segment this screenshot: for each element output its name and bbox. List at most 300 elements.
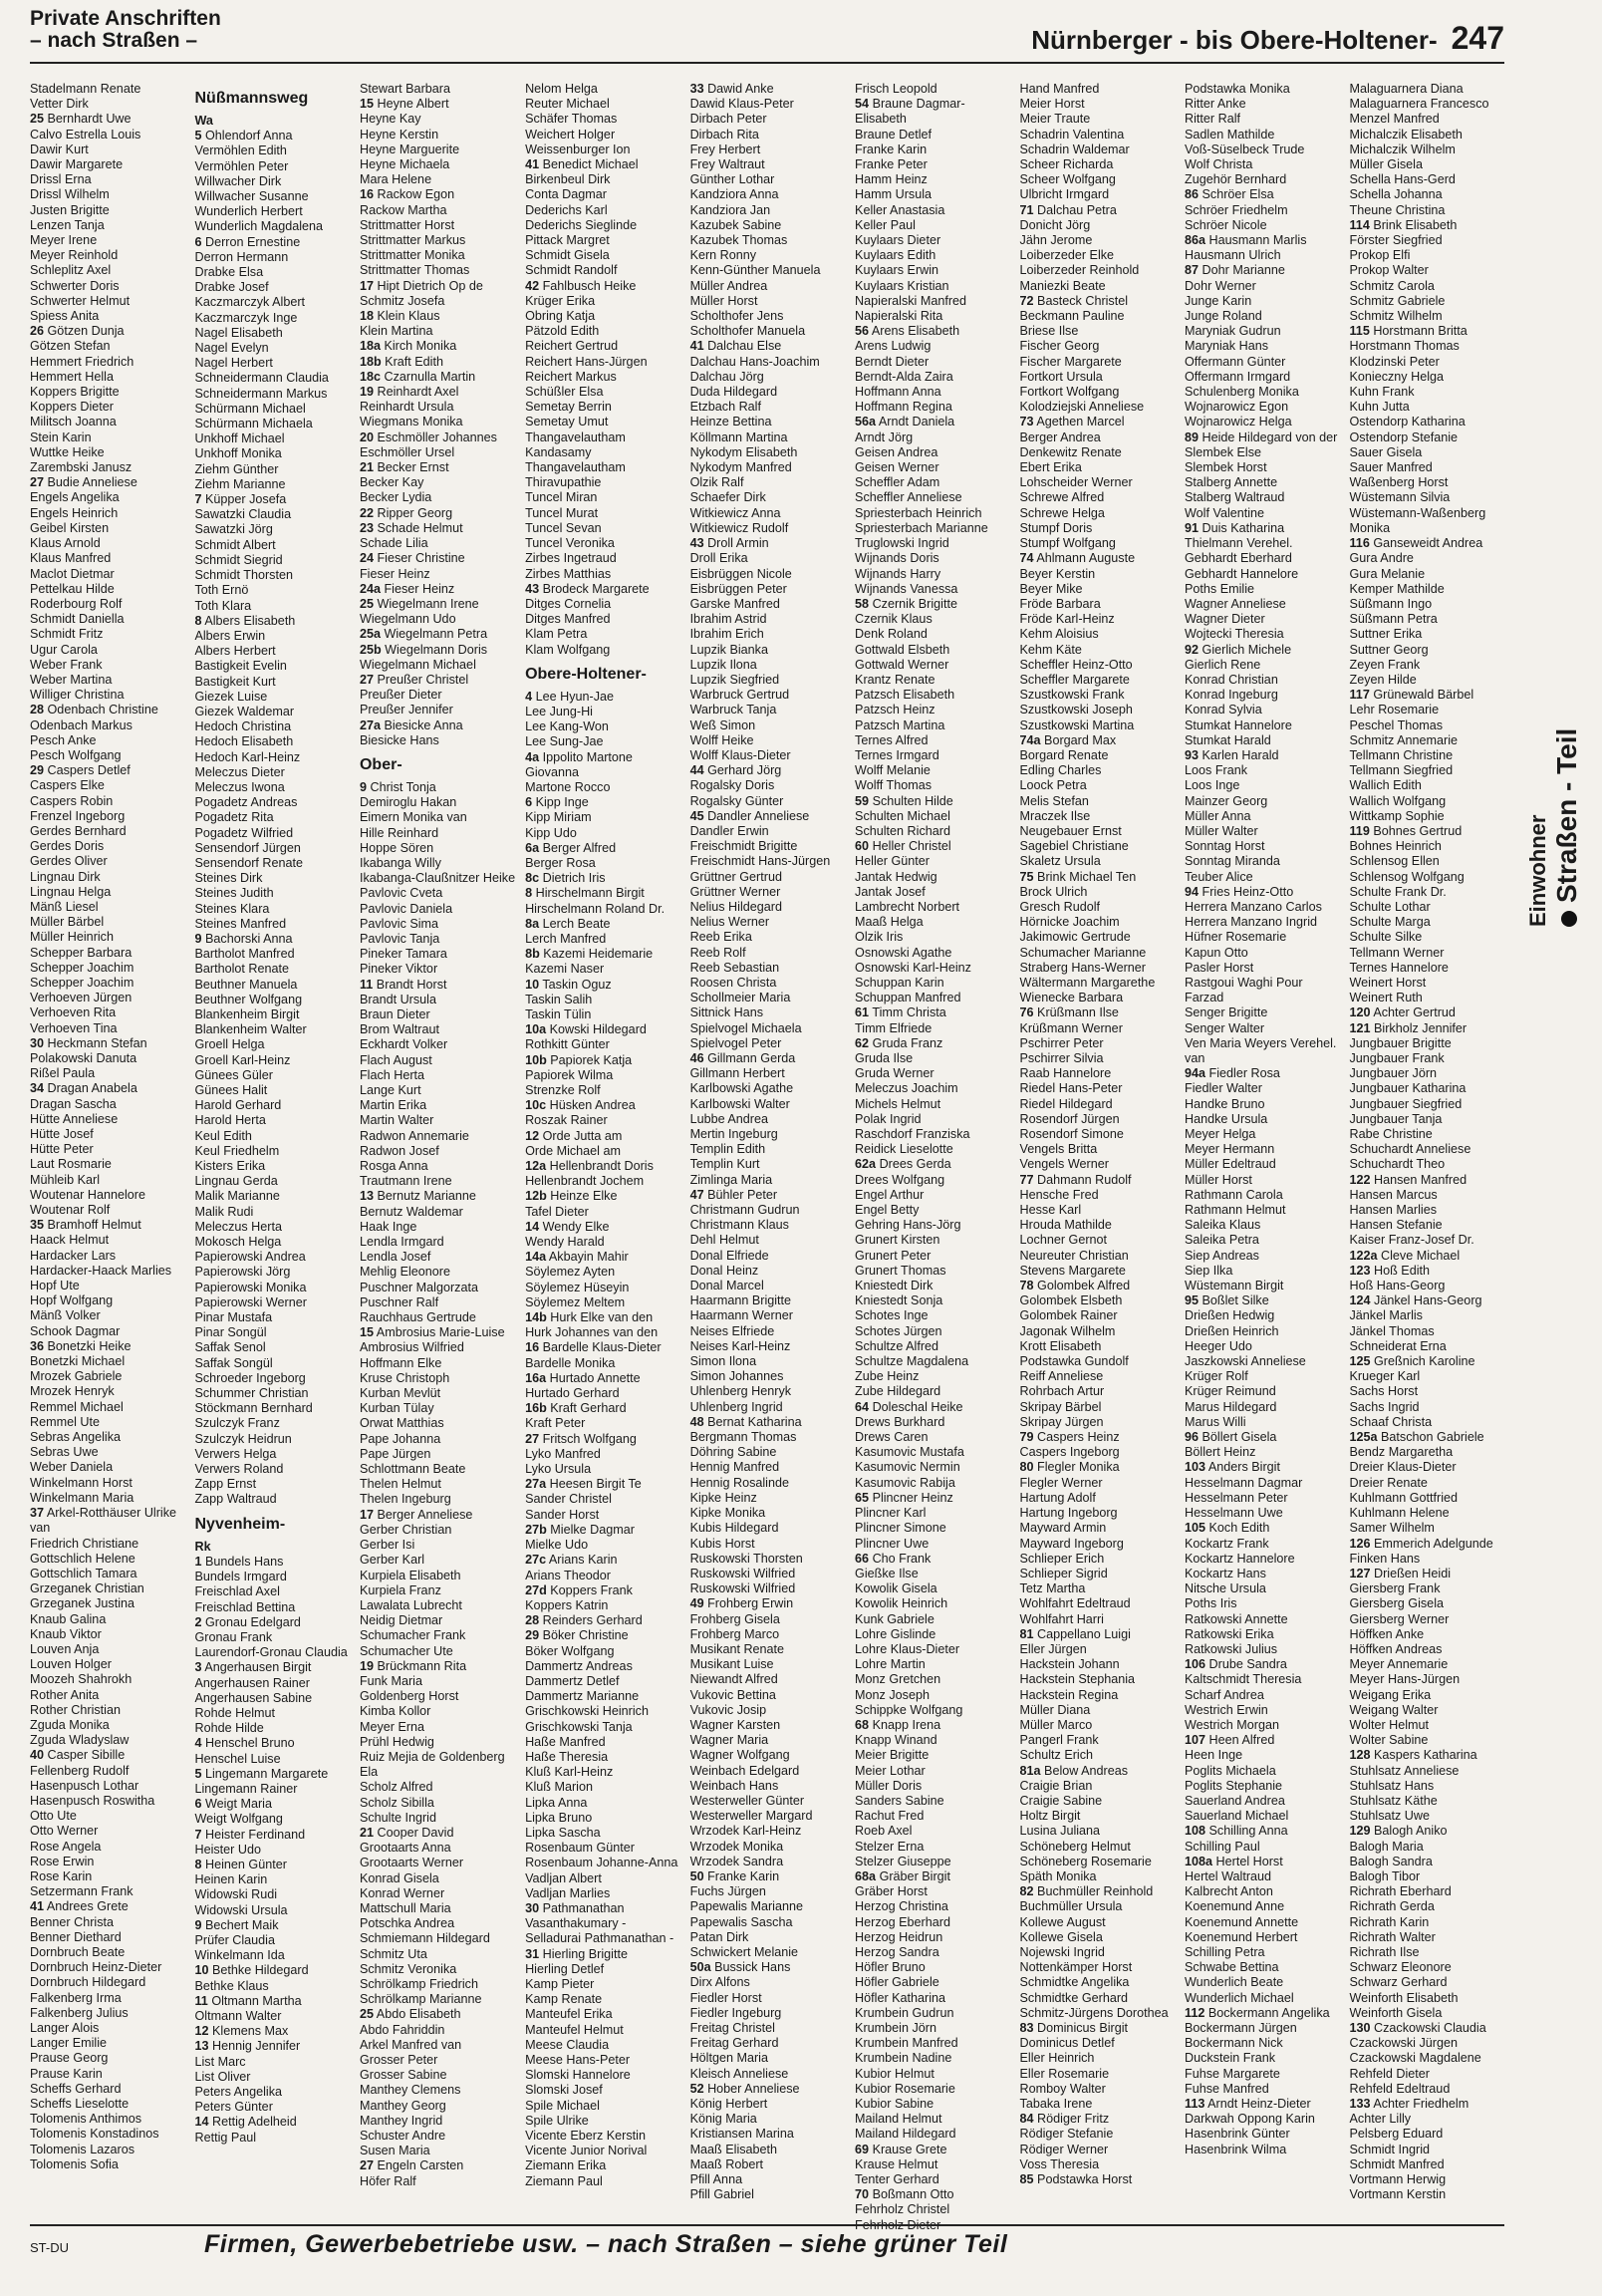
- resident-name: Casper Sibille: [47, 1748, 126, 1763]
- resident-entry: [855, 2006, 1009, 2021]
- resident-entry: [525, 1613, 679, 1628]
- resident-name: Bachorski Anna: [205, 931, 293, 946]
- resident-name: Offermann Günter: [1185, 354, 1286, 369]
- resident-name: Taskin Oguz: [542, 977, 612, 992]
- resident-name: Manteufel Helmut: [525, 2022, 624, 2037]
- resident-name: Gehring Hans-Jörg: [855, 1218, 961, 1233]
- resident-entry: [194, 841, 349, 856]
- resident-entry: [30, 263, 184, 278]
- resident-entry: [1020, 778, 1175, 793]
- resident-name: Schilling Paul: [1185, 1839, 1260, 1854]
- resident-entry: [194, 902, 349, 917]
- resident-entry: [855, 597, 1009, 612]
- resident-entry: [360, 324, 515, 339]
- resident-name: Höfer Ralf: [359, 2173, 416, 2188]
- resident-entry: [690, 1506, 845, 1521]
- resident-name: Dahmann Rudolf: [1037, 1172, 1132, 1187]
- resident-name: Mraczek Ilse: [1019, 808, 1091, 823]
- resident-name: Berndt-Alda Zaira: [855, 369, 953, 384]
- house-number: 121: [1349, 1020, 1371, 1035]
- resident-name: Wiegelmann Michael: [359, 657, 476, 672]
- resident-name: Templin Kurt: [689, 1157, 760, 1172]
- house-number: 27: [30, 475, 45, 490]
- house-number: 72: [1019, 293, 1034, 308]
- resident-entry: [690, 187, 845, 202]
- resident-entry: [1350, 82, 1505, 97]
- resident-name: Schulte Marga: [1349, 915, 1431, 930]
- resident-name: Timm Elfriede: [855, 1020, 933, 1035]
- resident-entry: [360, 856, 515, 871]
- resident-name: Pavlovic Tanja: [359, 931, 440, 946]
- resident-name: Schlensog Ellen: [1349, 854, 1440, 869]
- resident-entry: [30, 430, 184, 445]
- resident-entry: [1185, 1476, 1339, 1491]
- resident-entry: [1185, 1112, 1339, 1127]
- resident-name: Berger Alfred: [542, 840, 617, 855]
- resident-entry: [30, 1036, 184, 1051]
- resident-entry: [30, 1672, 184, 1687]
- resident-name: Kuylaars Erwin: [855, 263, 939, 278]
- resident-entry: [855, 1672, 1009, 1687]
- resident-entry: [525, 1977, 679, 1992]
- resident-name: Meleczus Joachim: [855, 1081, 958, 1096]
- resident-entry: [1185, 1021, 1339, 1036]
- resident-name: Mrozek Henryk: [30, 1384, 115, 1399]
- resident-entry: [1185, 1293, 1339, 1308]
- resident-name: Schüßler Elsa: [525, 385, 604, 400]
- resident-name: Heen Alfred: [1208, 1733, 1275, 1748]
- house-number: 43: [689, 536, 704, 551]
- resident-entry: [1350, 1384, 1505, 1399]
- resident-name: Becker Ernst: [377, 460, 449, 475]
- resident-entry: [1020, 490, 1175, 505]
- resident-entry: [1020, 2143, 1175, 2157]
- resident-entry: [30, 1657, 184, 1672]
- resident-entry: [1185, 1703, 1339, 1718]
- resident-entry: [855, 355, 1009, 370]
- resident-entry: [1350, 1672, 1505, 1687]
- resident-name: Raab Hannelore: [1019, 1066, 1112, 1081]
- resident-name: Freischmidt Brigitte: [689, 839, 798, 854]
- resident-entry: [30, 1339, 184, 1354]
- resident-name: Kurban Tülay: [359, 1401, 434, 1416]
- resident-entry: [1020, 2021, 1175, 2036]
- resident-name: Uhlenberg Ingrid: [689, 1399, 783, 1414]
- resident-name: Caspers Ingeborg: [1019, 1445, 1120, 1460]
- resident-name: Hertel Waltraud: [1185, 1868, 1272, 1883]
- resident-name: Becker Lydia: [359, 490, 432, 505]
- resident-entry: [1020, 961, 1175, 976]
- house-number: 20: [359, 430, 374, 444]
- resident-name: Schuppan Manfred: [855, 991, 961, 1005]
- resident-name: Scheffler Anneliese: [855, 490, 962, 505]
- resident-entry: [855, 854, 1009, 869]
- resident-entry: [1185, 1960, 1339, 1975]
- resident-name: Kapun Otto: [1185, 945, 1248, 960]
- resident-name: Wohlfahrt Edeltraud: [1019, 1596, 1131, 1611]
- resident-entry: [690, 703, 845, 718]
- resident-entry: [194, 1887, 349, 1902]
- resident-entry: [1350, 1945, 1505, 1960]
- resident-name: Plincner Karl: [855, 1506, 927, 1521]
- resident-entry: [194, 1205, 349, 1220]
- resident-name: Günees Güler: [194, 1067, 273, 1082]
- resident-name: Spile Michael: [525, 2098, 600, 2113]
- resident-name: Hamm Ursula: [855, 187, 933, 202]
- resident-name: Lupzik Ilona: [689, 657, 757, 672]
- resident-name: Haarmann Werner: [689, 1308, 793, 1323]
- resident-entry: [360, 718, 515, 733]
- resident-name: Schmitz Gabriele: [1349, 293, 1446, 308]
- resident-name: Gerber Isi: [359, 1538, 415, 1553]
- resident-entry: [525, 1598, 679, 1613]
- resident-name: Hurk Johannes van den: [525, 1325, 659, 1340]
- resident-entry: [1350, 567, 1505, 582]
- resident-entry: [1185, 1005, 1339, 1020]
- resident-name: Kipp Udo: [525, 825, 577, 840]
- street-heading: Nüßmannsweg: [194, 90, 309, 107]
- resident-entry: [1185, 445, 1339, 460]
- resident-name: Orde Michael am: [525, 1143, 621, 1158]
- resident-name: Riedel Hans-Peter: [1019, 1081, 1123, 1096]
- resident-entry: [30, 1991, 184, 2006]
- resident-entry: [194, 1492, 349, 1507]
- resident-entry: [690, 1127, 845, 1142]
- resident-entry: [525, 1569, 679, 1583]
- resident-entry: [855, 1066, 1009, 1081]
- resident-entry: [360, 810, 515, 825]
- resident-name: Goldenberg Horst: [359, 1689, 459, 1704]
- resident-entry: [360, 1508, 515, 1523]
- resident-name: Strittmatter Monika: [359, 248, 465, 263]
- resident-entry: [1185, 1672, 1339, 1687]
- resident-entry: [1350, 1794, 1505, 1809]
- resident-name: Spielvogel Peter: [689, 1035, 782, 1050]
- house-number: 59: [855, 793, 870, 808]
- resident-name: Arkel Manfred van: [359, 2037, 462, 2052]
- resident-name: Schwarz Eleonore: [1349, 1960, 1452, 1975]
- resident-name: Semetay Umut: [525, 415, 609, 430]
- resident-entry: [30, 567, 184, 582]
- resident-name: Schmidt Ingrid: [1349, 2142, 1430, 2156]
- resident-name: Ratkowski Julius: [1185, 1641, 1278, 1656]
- resident-name: Gottschlich Helene: [30, 1551, 135, 1566]
- resident-name: Brock Ulrich: [1019, 884, 1088, 899]
- resident-entry: [855, 1233, 1009, 1248]
- resident-name: Manthey Clemens: [359, 2083, 461, 2098]
- resident-entry: [525, 871, 679, 886]
- resident-entry: [1185, 900, 1339, 915]
- resident-name: Meyer Irene: [30, 233, 98, 248]
- house-number: 6: [194, 234, 202, 249]
- resident-name: Scholthofer Jens: [689, 309, 784, 324]
- resident-name: Engels Angelika: [30, 490, 120, 505]
- resident-name: Sauer Gisela: [1349, 444, 1423, 459]
- resident-name: Biesicke Anna: [384, 718, 463, 732]
- resident-name: Unkhoff Monika: [194, 446, 282, 461]
- resident-name: Suttner Georg: [1349, 642, 1429, 657]
- house-number: 68a: [855, 1868, 877, 1883]
- house-number: 62: [855, 1035, 870, 1050]
- resident-entry: [1020, 2067, 1175, 2082]
- resident-entry: [690, 294, 845, 309]
- resident-name: Skripay Bärbel: [1019, 1399, 1102, 1414]
- resident-entry: [30, 1021, 184, 1036]
- resident-name: Martone Rocco: [525, 779, 611, 794]
- resident-entry: [690, 128, 845, 143]
- resident-entry: [855, 1264, 1009, 1279]
- resident-entry: [855, 475, 1009, 490]
- resident-name: Haarmann Brigitte: [689, 1293, 792, 1308]
- resident-entry: [194, 1767, 349, 1782]
- resident-entry: [194, 947, 349, 962]
- resident-name: Weinert Ruth: [1349, 991, 1423, 1005]
- resident-name: Weber Daniela: [30, 1460, 114, 1475]
- resident-name: Weigang Walter: [1349, 1702, 1439, 1717]
- resident-name: Zube Heinz: [855, 1369, 920, 1384]
- resident-entry: [360, 886, 515, 901]
- resident-entry: [525, 1689, 679, 1704]
- resident-name: Bernutz Waldemar: [359, 1204, 463, 1219]
- resident-entry: [525, 248, 679, 263]
- resident-entry: [1185, 506, 1339, 521]
- resident-name: Junge Roland: [1185, 309, 1262, 324]
- resident-name: Rosendorf Jürgen: [1019, 1111, 1120, 1126]
- resident-name: Pavlovic Daniela: [359, 901, 453, 916]
- resident-entry: [1020, 1218, 1175, 1233]
- house-number: 27: [359, 2158, 374, 2173]
- resident-entry: [194, 765, 349, 780]
- resident-name: Nelom Helga: [525, 82, 598, 96]
- house-number: 29: [30, 763, 45, 778]
- resident-entry: [525, 1007, 679, 1022]
- resident-name: Zube Hildegard: [855, 1384, 941, 1399]
- resident-name: Rathmann Helmut: [1185, 1203, 1286, 1218]
- house-number: 4a: [525, 749, 540, 764]
- resident-entry: [194, 2085, 349, 2100]
- resident-name: Jantak Josef: [855, 884, 926, 899]
- resident-entry: [1185, 597, 1339, 612]
- resident-entry: [30, 324, 184, 339]
- resident-entry: [194, 402, 349, 417]
- resident-entry: [194, 1994, 349, 2009]
- resident-name: Wojnarowicz Helga: [1185, 415, 1292, 430]
- resident-entry: [855, 490, 1009, 505]
- resident-name: Sanders Sabine: [855, 1793, 944, 1808]
- resident-entry: [690, 309, 845, 324]
- resident-entry: [525, 490, 679, 505]
- resident-name: Schwickert Melanie: [689, 1944, 799, 1959]
- resident-name: Hierling Brigitte: [542, 1946, 628, 1961]
- resident-entry: [1350, 415, 1505, 430]
- resident-name: Balogh Aniko: [1374, 1824, 1448, 1839]
- resident-entry: [1185, 1748, 1339, 1763]
- resident-name: Bernat Katharina: [707, 1414, 802, 1429]
- resident-entry: [855, 1506, 1009, 1521]
- resident-name: Martin Walter: [359, 1113, 434, 1128]
- resident-name: Meyer Hans-Jürgen: [1349, 1672, 1461, 1687]
- resident-entry: [1020, 930, 1175, 945]
- resident-entry: [855, 1021, 1009, 1036]
- resident-entry: [1185, 870, 1339, 885]
- resident-name: Kubis Horst: [689, 1536, 755, 1551]
- resident-entry: [855, 1960, 1009, 1975]
- resident-name: Klemens Max: [212, 2024, 289, 2039]
- resident-name: Nykodym Elisabeth: [689, 444, 798, 459]
- resident-name: Militsch Joanna: [30, 415, 117, 430]
- resident-name: Gerhard Jörg: [707, 763, 782, 778]
- resident-entry: [360, 932, 515, 947]
- house-number: 64: [855, 1399, 870, 1414]
- resident-entry: [1350, 1764, 1505, 1779]
- resident-name: Hurtado Annette: [549, 1370, 641, 1385]
- resident-name: Darkwah Oppong Karin: [1185, 2112, 1315, 2127]
- resident-entry: [1350, 1703, 1505, 1718]
- resident-entry: [194, 932, 349, 947]
- resident-entry: [855, 1899, 1009, 1914]
- resident-name: Giersberg Werner: [1349, 1611, 1450, 1626]
- resident-entry: [690, 1869, 845, 1884]
- resident-entry: [194, 1933, 349, 1948]
- resident-entry: [194, 1752, 349, 1767]
- resident-name: Drießen Heidi: [1374, 1566, 1452, 1580]
- house-number: 27: [359, 672, 374, 687]
- resident-name: Basteck Christel: [1037, 293, 1129, 308]
- resident-entry: [1020, 263, 1175, 278]
- resident-name: Söylemez Meltem: [525, 1294, 626, 1309]
- resident-entry: [855, 1612, 1009, 1627]
- resident-entry: [30, 2112, 184, 2127]
- resident-entry: [1350, 2143, 1505, 2157]
- resident-name: Droll Armin: [707, 536, 769, 551]
- resident-entry: [1020, 1308, 1175, 1323]
- resident-entry: [194, 629, 349, 644]
- resident-entry: [690, 506, 845, 521]
- resident-entry: [525, 1992, 679, 2007]
- resident-entry: [30, 1733, 184, 1748]
- resident-name: Polak Ingrid: [855, 1111, 922, 1126]
- resident-name: Eller Heinrich: [1019, 2051, 1095, 2066]
- house-number: 5: [194, 1766, 202, 1781]
- resident-name: Kandziora Anna: [689, 187, 779, 202]
- resident-name: Grunert Kirsten: [855, 1233, 940, 1248]
- resident-name: Dragan Anabela: [47, 1081, 137, 1096]
- house-number: 95: [1185, 1293, 1200, 1308]
- resident-name: Szustkowski Frank: [1019, 688, 1125, 703]
- resident-name: Lendla Irmgard: [359, 1235, 444, 1250]
- resident-name: Kalbrecht Anton: [1185, 1884, 1273, 1899]
- resident-name: Lingemann Margarete: [205, 1766, 329, 1781]
- resident-name: Timm Christa: [872, 1005, 946, 1020]
- resident-name: Köllmann Martina: [689, 430, 788, 444]
- resident-name: Warbruck Tanja: [689, 703, 777, 718]
- resident-entry: [525, 2068, 679, 2083]
- resident-entry: [360, 2068, 515, 2083]
- resident-entry: [360, 917, 515, 932]
- resident-name: Rose Karin: [30, 1868, 93, 1883]
- resident-entry: [30, 1415, 184, 1430]
- resident-entry: [30, 763, 184, 778]
- resident-name: Edling Charles: [1019, 763, 1102, 778]
- resident-name: Sonntag Horst: [1185, 839, 1265, 854]
- directory-column: [360, 82, 515, 2233]
- resident-entry: [525, 1250, 679, 1265]
- resident-entry: [194, 1721, 349, 1736]
- resident-name: Lyko Ursula: [525, 1462, 592, 1477]
- resident-name: Taskin Salih: [525, 992, 593, 1006]
- resident-name: Zguda Monika: [30, 1717, 110, 1732]
- resident-entry: [1020, 885, 1175, 900]
- resident-name: Kamp Renate: [525, 1992, 603, 2007]
- resident-name: Pettelkau Hilde: [30, 581, 115, 596]
- house-number: 15: [359, 97, 374, 112]
- resident-name: Weinforth Elisabeth: [1349, 1990, 1459, 2005]
- resident-name: Sauerland Michael: [1185, 1809, 1289, 1824]
- resident-name: Dawir Kurt: [30, 142, 89, 156]
- resident-name: Dirx Alfons: [689, 1975, 750, 1990]
- resident-name: Richrath Ilse: [1349, 1944, 1420, 1959]
- resident-entry: [855, 748, 1009, 763]
- resident-entry: [1020, 900, 1175, 915]
- resident-entry: [194, 387, 349, 402]
- resident-entry: [1020, 673, 1175, 688]
- resident-name: Meleczus Herta: [194, 1219, 282, 1234]
- resident-name: Krumbein Nadine: [855, 2051, 952, 2066]
- resident-entry: [194, 2055, 349, 2070]
- resident-name: Thelen Ingeburg: [359, 1492, 451, 1507]
- resident-name: Kasumovic Rabija: [855, 1475, 955, 1490]
- resident-entry: [1185, 1688, 1339, 1703]
- resident-name: Grzeganek Christian: [30, 1581, 144, 1596]
- directory-column: [1350, 82, 1505, 2233]
- resident-entry: [525, 172, 679, 187]
- resident-name: Kehm Aloisius: [1019, 627, 1099, 642]
- resident-name: Bonetzki Heike: [47, 1338, 132, 1353]
- resident-entry: [1350, 1855, 1505, 1869]
- resident-name: Widowski Ursula: [194, 1902, 288, 1917]
- resident-entry: [855, 1627, 1009, 1642]
- resident-name: Heinen Karin: [194, 1872, 268, 1887]
- resident-name: Pape Johanna: [359, 1431, 441, 1446]
- resident-entry: [194, 295, 349, 310]
- resident-name: Gronau Edelgard: [205, 1614, 301, 1629]
- resident-entry: [30, 1703, 184, 1718]
- resident-name: Verwers Helga: [194, 1446, 277, 1461]
- resident-entry: [855, 1430, 1009, 1445]
- resident-entry: [1185, 430, 1339, 445]
- house-number: 123: [1349, 1263, 1371, 1278]
- resident-entry: [194, 1235, 349, 1250]
- resident-name: Maaß Helga: [855, 915, 924, 930]
- resident-name: Hedoch Karl-Heinz: [194, 749, 301, 764]
- resident-name: Prause Karin: [30, 2066, 103, 2081]
- resident-name: Hansen Marlies: [1349, 1203, 1437, 1218]
- resident-name: Tetz Martha: [1019, 1581, 1086, 1596]
- resident-entry: [1020, 718, 1175, 733]
- resident-entry: [1185, 1142, 1339, 1157]
- house-number: 129: [1349, 1824, 1371, 1839]
- resident-entry: [1020, 521, 1175, 536]
- resident-entry: [1350, 1051, 1505, 1066]
- resident-name: Dominicus Birgit: [1037, 2021, 1129, 2035]
- resident-entry: [525, 2174, 679, 2189]
- resident-entry: [1350, 748, 1505, 763]
- resident-name: Calvo Estrella Louis: [30, 127, 141, 142]
- resident-entry: [360, 2023, 515, 2038]
- resident-entry: [30, 2067, 184, 2082]
- resident-entry: [194, 1037, 349, 1052]
- resident-name: Nitsche Ursula: [1185, 1581, 1266, 1596]
